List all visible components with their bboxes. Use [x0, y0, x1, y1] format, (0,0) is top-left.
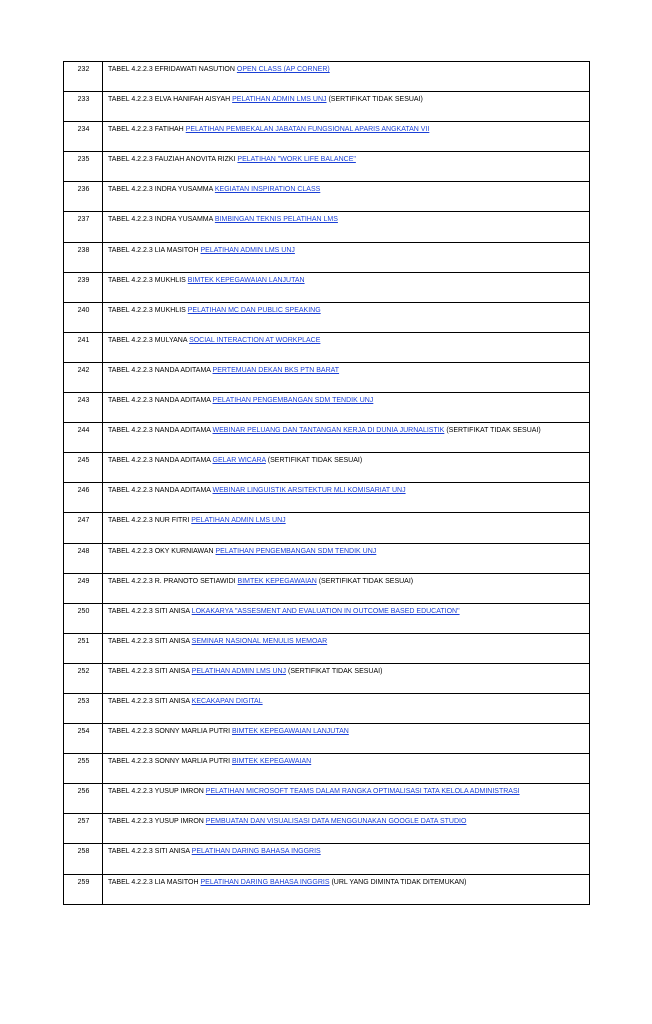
table-row — [64, 633, 590, 663]
row-link[interactable]: PELATIHAN PEMBEKALAN JABATAN FUNGSIONAL APARIS ANGKATAN VII — [185, 126, 430, 134]
row-link[interactable]: KECAKAPAN DIGITAL — [191, 697, 263, 705]
row-description — [103, 122, 590, 152]
row-prefix: TABEL 4.2.2.3 NANDA ADITAMA — [108, 487, 211, 495]
row-prefix: TABEL 4.2.2.3 NANDA ADITAMA — [108, 366, 211, 374]
row-number: 251 — [64, 633, 103, 663]
row-link[interactable]: PELATIHAN ADMIN LMS UNJ — [191, 517, 286, 525]
row-link[interactable]: PELATIHAN MICROSOFT TEAMS DALAM RANGKA OPTIMALISASI TATA KELOLA ADMINISTRASI — [205, 788, 520, 796]
table-row — [64, 814, 590, 844]
row-prefix: TABEL 4.2.2.3 LIA MASITOH — [108, 878, 199, 886]
row-description — [103, 603, 590, 633]
row-number: 232 — [64, 62, 103, 92]
table-row — [64, 453, 590, 483]
row-note: (SERTIFIKAT TIDAK SESUAI) — [318, 577, 414, 585]
table-row — [64, 754, 590, 784]
row-description — [103, 814, 590, 844]
row-number: 236 — [64, 182, 103, 212]
row-description — [103, 423, 590, 453]
row-prefix: TABEL 4.2.2.3 SONNY MARLIA PUTRI — [108, 728, 231, 736]
row-description — [103, 62, 590, 92]
row-link[interactable]: OPEN CLASS (AP CORNER) — [236, 66, 330, 73]
row-number: 255 — [64, 754, 103, 784]
row-description — [103, 754, 590, 784]
row-link[interactable]: BIMTEK KEPEGAWAIAN — [231, 758, 312, 766]
row-prefix: TABEL 4.2.2.3 SITI ANISA — [108, 697, 190, 705]
table-row — [64, 393, 590, 423]
table-row — [64, 724, 590, 754]
table-row — [64, 92, 590, 122]
row-link[interactable]: WEBINAR LINGUISTIK ARSITEKTUR MLI KOMISARIAT UNJ — [212, 487, 406, 495]
row-link[interactable]: SOCIAL INTERACTION AT WORKPLACE — [189, 336, 321, 344]
row-description — [103, 874, 590, 904]
table-row — [64, 242, 590, 272]
row-number: 259 — [64, 874, 103, 904]
row-description — [103, 242, 590, 272]
table-row — [64, 573, 590, 603]
row-description — [103, 362, 590, 392]
row-link[interactable]: PELATIHAN ADMIN LMS UNJ — [200, 246, 295, 254]
row-number: 249 — [64, 573, 103, 603]
row-prefix: TABEL 4.2.2.3 SITI ANISA — [108, 607, 190, 615]
row-prefix: TABEL 4.2.2.3 INDRA YUSAMMA — [108, 186, 213, 194]
row-description — [103, 693, 590, 723]
row-prefix: TABEL 4.2.2.3 OKY KURNIAWAN — [108, 547, 214, 555]
table-row — [64, 784, 590, 814]
row-note: (SERTIFIKAT TIDAK SESUAI) — [267, 457, 363, 465]
row-prefix: TABEL 4.2.2.3 INDRA YUSAMMA — [108, 216, 213, 224]
row-link[interactable]: LOKAKARYA "ASSESMENT AND EVALUATION IN OUTCOME BASED EDUCATION" — [191, 607, 460, 615]
row-description — [103, 844, 590, 874]
row-prefix: TABEL 4.2.2.3 NANDA ADITAMA — [108, 427, 211, 435]
table-row — [64, 693, 590, 723]
row-prefix: TABEL 4.2.2.3 FATIHAH — [108, 126, 184, 134]
row-prefix: TABEL 4.2.2.3 MULYANA — [108, 336, 188, 344]
row-prefix: TABEL 4.2.2.3 SITI ANISA — [108, 848, 190, 856]
row-number: 248 — [64, 543, 103, 573]
row-description — [103, 663, 590, 693]
row-link[interactable]: BIMTEK KEPEGAWAIAN LANJUTAN — [187, 276, 305, 284]
table-row — [64, 483, 590, 513]
row-number: 247 — [64, 513, 103, 543]
row-description — [103, 724, 590, 754]
row-number: 252 — [64, 663, 103, 693]
row-link[interactable]: PELATIHAN "WORK LIFE BALANCE" — [237, 156, 356, 164]
row-description — [103, 152, 590, 182]
row-prefix: TABEL 4.2.2.3 LIA MASITOH — [108, 246, 199, 254]
row-note: (SERTIFIKAT TIDAK SESUAI) — [446, 427, 541, 435]
row-number: 241 — [64, 332, 103, 362]
row-link[interactable]: PELATIHAN MC DAN PUBLIC SPEAKING — [187, 306, 321, 314]
row-link[interactable]: PELATIHAN ADMIN LMS UNJ — [191, 667, 287, 675]
table-row — [64, 543, 590, 573]
row-number: 254 — [64, 724, 103, 754]
row-link[interactable]: PELATIHAN PENGEMBANGAN SDM TENDIK UNJ — [212, 397, 374, 405]
table-row — [64, 152, 590, 182]
row-prefix: TABEL 4.2.2.3 SITI ANISA — [108, 637, 190, 645]
row-number: 246 — [64, 483, 103, 513]
table-row — [64, 874, 590, 904]
row-description — [103, 332, 590, 362]
row-prefix: TABEL 4.2.2.3 NUR FITRI — [108, 517, 190, 525]
row-number: 250 — [64, 603, 103, 633]
row-number: 245 — [64, 453, 103, 483]
row-number: 256 — [64, 784, 103, 814]
row-number: 235 — [64, 152, 103, 182]
row-number: 242 — [64, 362, 103, 392]
table-row — [64, 272, 590, 302]
row-link[interactable]: BIMBINGAN TEKNIS PELATIHAN LMS — [214, 216, 338, 224]
table-row — [64, 122, 590, 152]
row-description — [103, 92, 590, 122]
row-link[interactable]: BIMTEK KEPEGAWAIAN LANJUTAN — [231, 728, 349, 736]
row-number: 237 — [64, 212, 103, 242]
row-note: (SERTIFIKAT TIDAK SESUAI) — [288, 667, 383, 675]
table-row — [64, 513, 590, 543]
row-number: 238 — [64, 242, 103, 272]
row-description — [103, 212, 590, 242]
row-description — [103, 393, 590, 423]
table-row — [64, 663, 590, 693]
row-prefix: TABEL 4.2.2.3 EFRIDAWATI NASUTION — [108, 66, 235, 73]
table-row — [64, 212, 590, 242]
row-prefix: TABEL 4.2.2.3 YUSUP IMRON — [108, 788, 204, 796]
table-row — [64, 182, 590, 212]
table-row — [64, 603, 590, 633]
row-description — [103, 513, 590, 543]
row-number: 253 — [64, 693, 103, 723]
row-number: 239 — [64, 272, 103, 302]
row-link[interactable]: PELATIHAN PENGEMBANGAN SDM TENDIK UNJ — [215, 547, 377, 555]
row-prefix: TABEL 4.2.2.3 FAUZIAH ANOVITA RIZKI — [108, 156, 236, 164]
row-description — [103, 182, 590, 212]
row-prefix: TABEL 4.2.2.3 SONNY MARLIA PUTRI — [108, 758, 231, 766]
row-number: 243 — [64, 393, 103, 423]
row-link[interactable]: PELATIHAN DARING BAHASA INGGRIS — [191, 848, 321, 856]
table-row — [64, 62, 590, 92]
row-prefix: TABEL 4.2.2.3 YUSUP IMRON — [108, 818, 204, 826]
row-note: (URL YANG DIMINTA TIDAK DITEMUKAN) — [331, 878, 467, 886]
table-row — [64, 332, 590, 362]
row-link[interactable]: PELATIHAN ADMIN LMS UNJ — [232, 96, 327, 104]
row-number: 244 — [64, 423, 103, 453]
row-description — [103, 302, 590, 332]
row-link[interactable]: WEBINAR PELUANG DAN TANTANGAN KERJA DI DUNIA JURNALISTIK — [212, 427, 445, 435]
row-description — [103, 272, 590, 302]
row-link[interactable]: BIMTEK KEPEGAWAIAN — [237, 577, 317, 585]
row-description — [103, 543, 590, 573]
row-number: 234 — [64, 122, 103, 152]
row-prefix: TABEL 4.2.2.3 NANDA ADITAMA — [108, 457, 211, 465]
row-prefix: TABEL 4.2.2.3 ELVA HANIFAH AISYAH — [108, 96, 231, 104]
row-number: 240 — [64, 302, 103, 332]
row-link[interactable]: PEMBUATAN DAN VISUALISASI DATA MENGGUNAKAN GOOGLE DATA STUDIO — [205, 818, 467, 826]
row-link[interactable]: SEMINAR NASIONAL MENULIS MEMOAR — [191, 637, 328, 645]
row-number: 257 — [64, 814, 103, 844]
row-link[interactable]: GELAR WICARA — [212, 457, 266, 465]
row-description — [103, 453, 590, 483]
row-link[interactable]: KEGIATAN INSPIRATION CLASS — [214, 186, 321, 194]
row-prefix: TABEL 4.2.2.3 MUKHLIS — [108, 306, 186, 314]
row-prefix: TABEL 4.2.2.3 NANDA ADITAMA — [108, 397, 211, 405]
row-prefix: TABEL 4.2.2.3 R. PRANOTO SETIAWIDI — [108, 577, 236, 585]
table-row — [64, 844, 590, 874]
table-row — [64, 362, 590, 392]
table-row — [64, 423, 590, 453]
row-description — [103, 483, 590, 513]
row-link[interactable]: PELATIHAN DARING BAHASA INGGRIS — [200, 878, 330, 886]
row-number: 258 — [64, 844, 103, 874]
row-note: (SERTIFIKAT TIDAK SESUAI) — [328, 96, 423, 104]
row-description — [103, 573, 590, 603]
row-description — [103, 633, 590, 663]
row-link[interactable]: PERTEMUAN DEKAN BKS PTN BARAT — [212, 366, 340, 374]
table-row — [64, 302, 590, 332]
document-table — [63, 61, 590, 905]
row-number: 233 — [64, 92, 103, 122]
row-prefix: TABEL 4.2.2.3 SITI ANISA — [108, 667, 190, 675]
row-prefix: TABEL 4.2.2.3 MUKHLIS — [108, 276, 186, 284]
row-description — [103, 784, 590, 814]
